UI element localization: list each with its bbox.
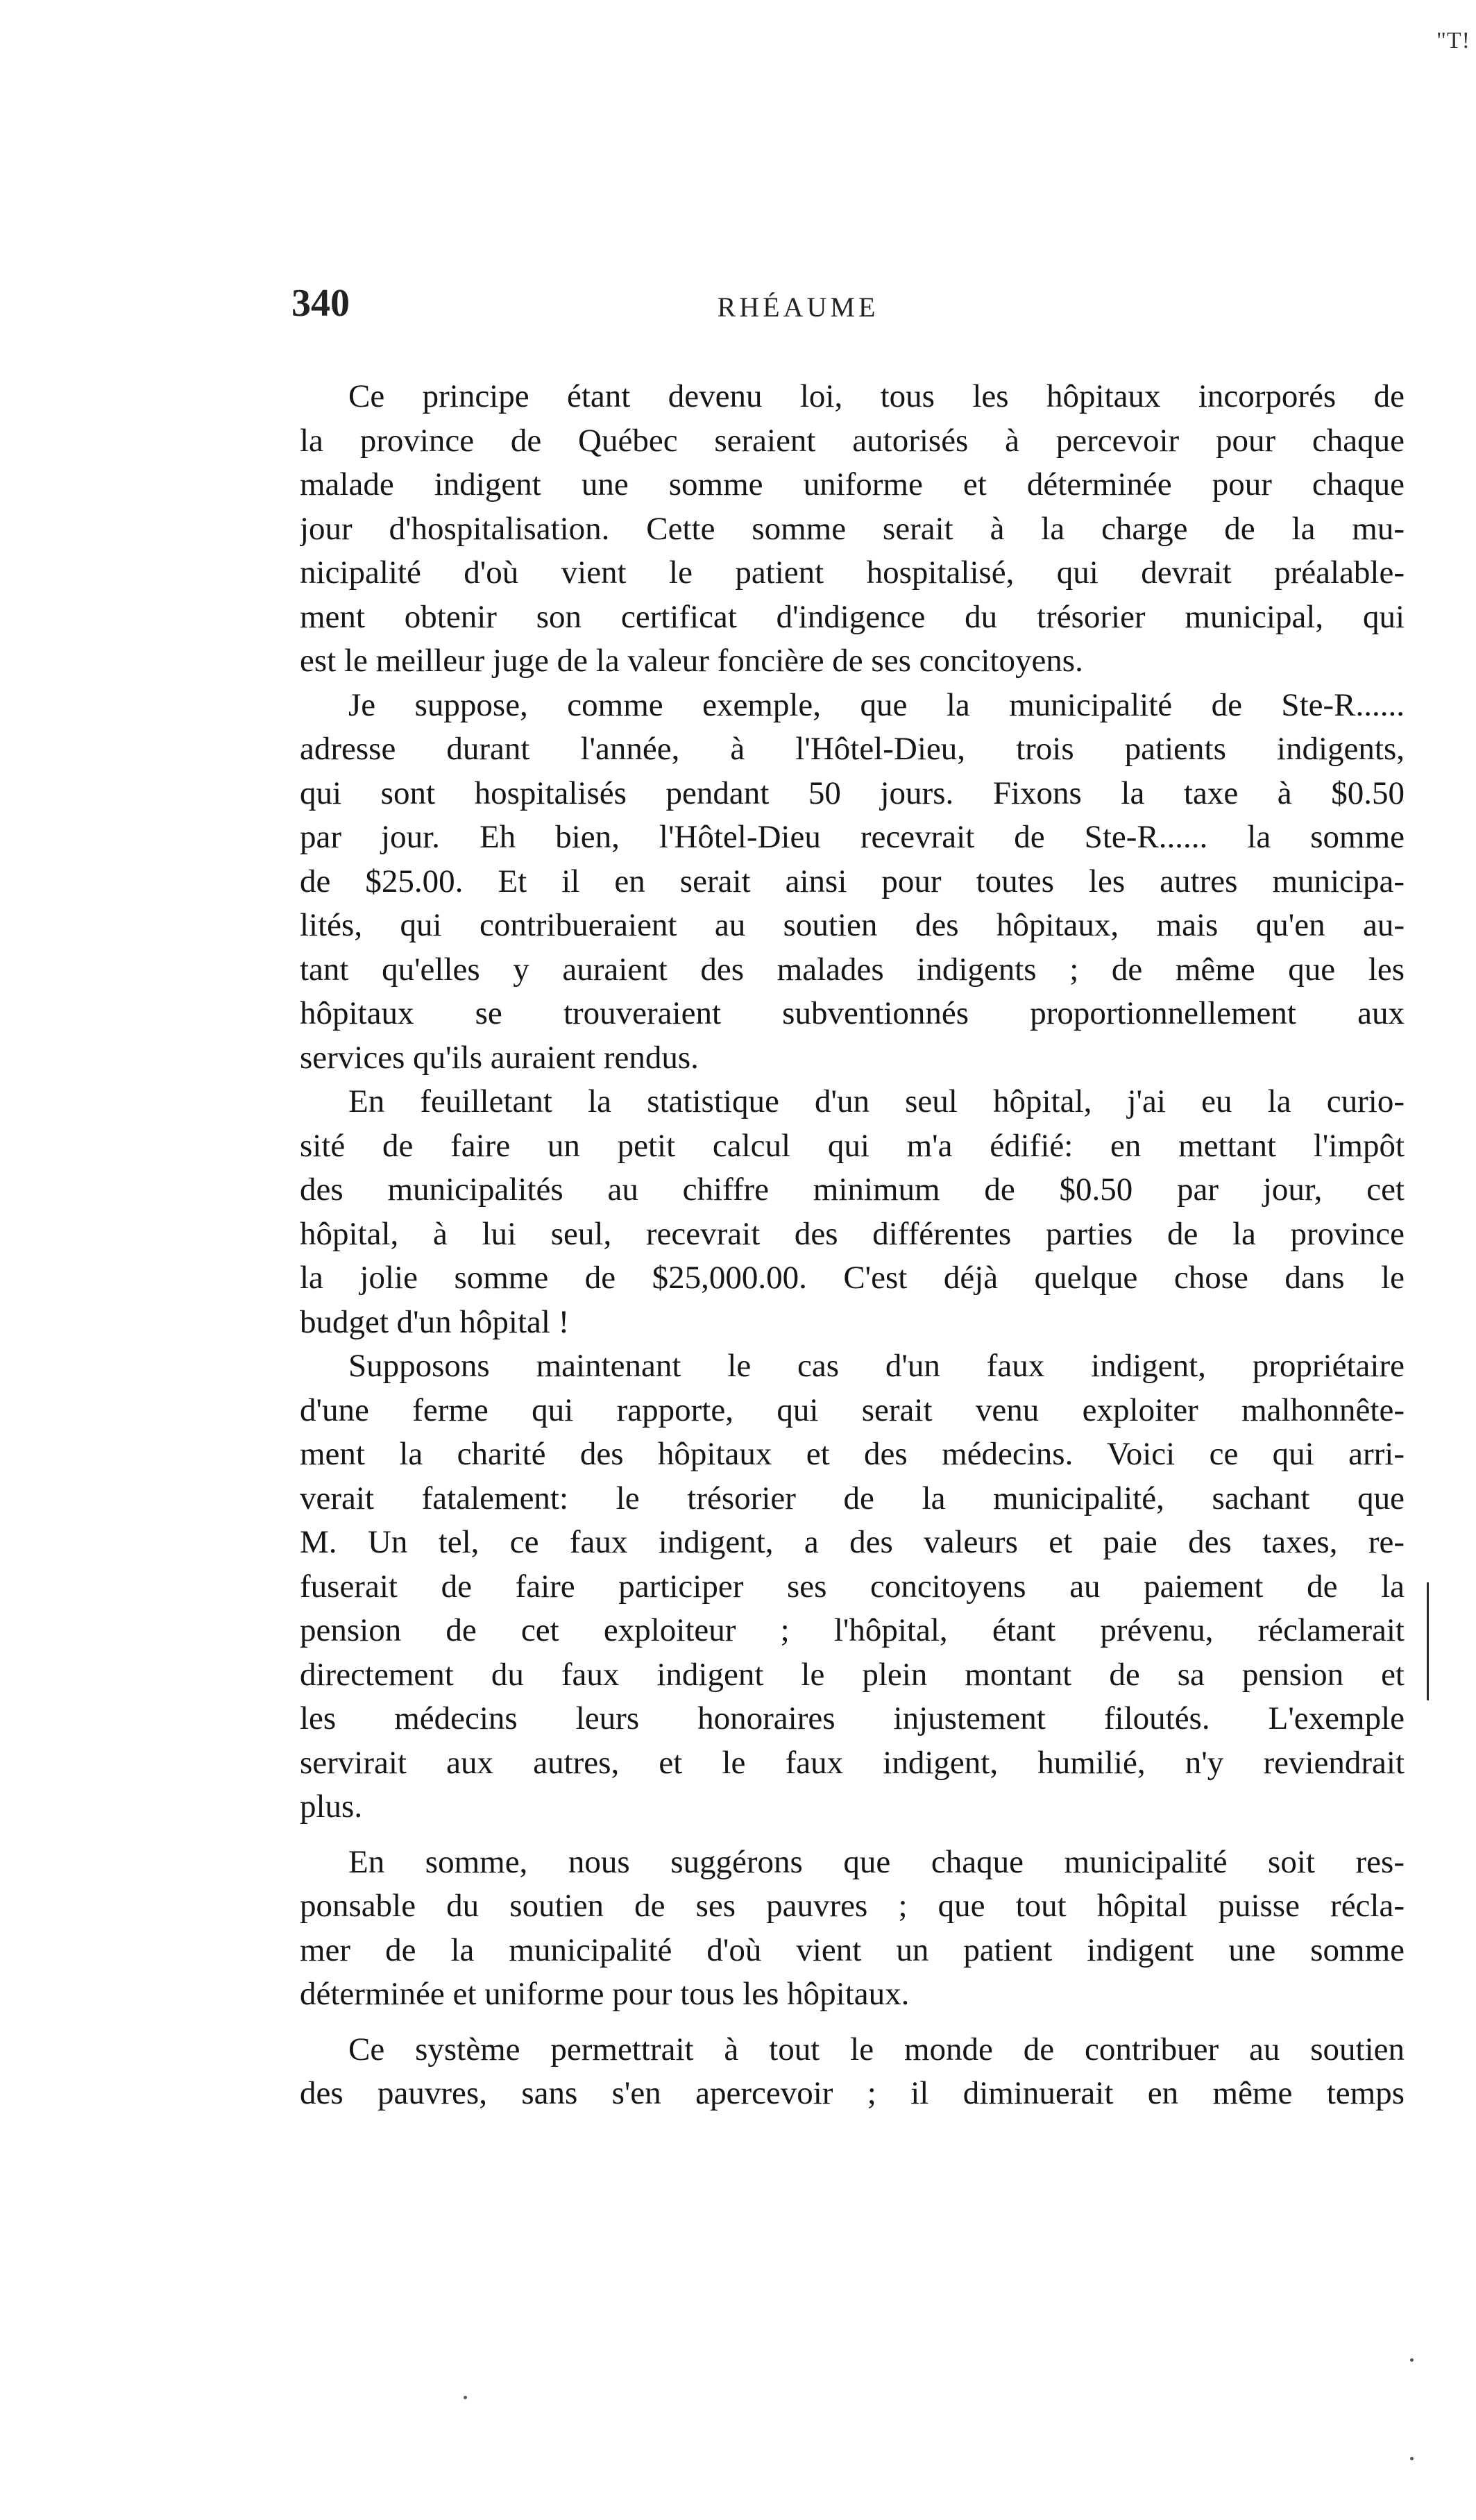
margin-scan-line: [1427, 1582, 1429, 1700]
text-line: des municipalités au chiffre minimum de $0.50 par jour, cet: [300, 1172, 1405, 1208]
text-line: déterminée et uniforme pour tous les hôpitaux.: [300, 1976, 910, 2012]
text-line: qui sont hospitalisés pendant 50 jours. Fixons la taxe à $0.50: [300, 775, 1405, 811]
page-number: 340: [291, 282, 350, 325]
text-line: tant qu'elles y auraient des malades indigents ; de même que les: [300, 951, 1405, 988]
text-line: par jour. Eh bien, l'Hôtel-Dieu recevrait de Ste-R...... la somme: [300, 819, 1405, 855]
text-line: Ce système permettrait à tout le monde de contribuer au soutien: [348, 2031, 1405, 2067]
text-line: sité de faire un petit calcul qui m'a édifié: en mettant l'impôt: [300, 1127, 1405, 1164]
running-head: RHÉAUME: [717, 291, 879, 323]
paragraph-3: [300, 1080, 1405, 1344]
text-line: la province de Québec seraient autorisés à percevoir pour chaque: [300, 422, 1405, 459]
text-line: En somme, nous suggérons que chaque municipalité soit res-: [348, 1843, 1405, 1880]
text-line: Ce principe étant devenu loi, tous les hôpitaux incorporés de: [348, 378, 1405, 414]
text-line: hôpitaux se trouveraient subventionnés proportionnellement aux: [300, 995, 1405, 1031]
text-line: directement du faux indigent le plein montant de sa pension et: [300, 1656, 1405, 1693]
scan-speck: [1410, 2358, 1414, 2362]
text-line: malade indigent une somme uniforme et déterminée pour chaque: [300, 466, 1405, 502]
text-line: hôpital, à lui seul, recevrait des différentes parties de la province: [300, 1215, 1405, 1252]
text-line: les médecins leurs honoraires injustement filoutés. L'exemple: [300, 1700, 1405, 1736]
text-line: services qu'ils auraient rendus.: [300, 1039, 699, 1076]
page-header: [291, 281, 1402, 330]
body-text: [300, 375, 1405, 2116]
corner-scan-mark: "T!: [1436, 28, 1470, 53]
scan-speck: [1410, 2457, 1414, 2460]
paragraph-6: [300, 2028, 1405, 2116]
text-line: lités, qui contribueraient au soutien des hôpitaux, mais qu'en au-: [300, 907, 1405, 943]
text-line: des pauvres, sans s'en apercevoir ; il diminuerait en même temps: [300, 2075, 1405, 2111]
paragraph-4: [300, 1344, 1405, 1829]
paragraph-2: [300, 684, 1405, 1081]
paragraph-gap: [300, 1829, 1405, 1841]
text-line: mer de la municipalité d'où vient un patient indigent une somme: [300, 1931, 1405, 1968]
text-line: Supposons maintenant le cas d'un faux indigent, propriétaire: [348, 1348, 1405, 1384]
paragraph-5: [300, 1841, 1405, 2017]
scan-speck: [464, 2396, 467, 2399]
paragraph-gap: [300, 2017, 1405, 2028]
text-line: de $25.00. Et il en serait ainsi pour toutes les autres municipa-: [300, 863, 1405, 899]
text-line: adresse durant l'année, à l'Hôtel-Dieu, trois patients indigents,: [300, 731, 1405, 767]
text-line: nicipalité d'où vient le patient hospitalisé, qui devrait préalable-: [300, 555, 1405, 591]
paragraph-1: [300, 375, 1405, 684]
text-line: servirait aux autres, et le faux indigent, humilié, n'y reviendrait: [300, 1744, 1405, 1781]
text-line: la jolie somme de $25,000.00. C'est déjà quelque chose dans le: [300, 1260, 1405, 1296]
text-line: fuserait de faire participer ses concitoyens au paiement de la: [300, 1568, 1405, 1605]
text-line: pension de cet exploiteur ; l'hôpital, étant prévenu, réclamerait: [300, 1612, 1405, 1648]
text-line: jour d'hospitalisation. Cette somme serait à la charge de la mu-: [300, 510, 1405, 547]
text-line: ment la charité des hôpitaux et des médecins. Voici ce qui arri-: [300, 1436, 1405, 1472]
text-line: est le meilleur juge de la valeur foncière de ses concitoyens.: [300, 643, 1083, 679]
text-line: En feuilletant la statistique d'un seul hôpital, j'ai eu la curio-: [348, 1083, 1405, 1119]
text-line: M. Un tel, ce faux indigent, a des valeurs et paie des taxes, re-: [300, 1524, 1405, 1560]
text-line: Je suppose, comme exemple, que la municipalité de Ste-R......: [348, 686, 1405, 723]
text-line: verait fatalement: le trésorier de la municipalité, sachant que: [300, 1480, 1405, 1516]
text-line: ment obtenir son certificat d'indigence du trésorier municipal, qui: [300, 598, 1405, 635]
text-line: budget d'un hôpital !: [300, 1303, 570, 1340]
text-line: d'une ferme qui rapporte, qui serait venu exploiter malhonnête-: [300, 1392, 1405, 1428]
text-line: ponsable du soutien de ses pauvres ; que tout hôpital puisse récla-: [300, 1888, 1405, 1924]
text-line: plus.: [300, 1788, 363, 1825]
